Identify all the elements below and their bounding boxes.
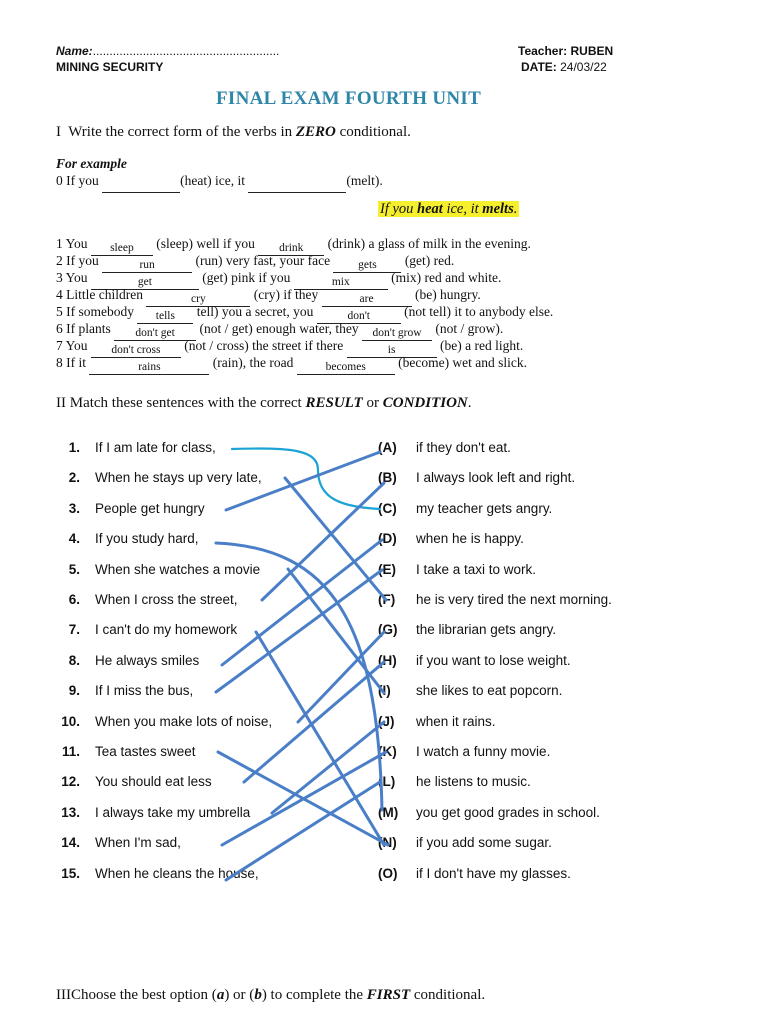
section-3-text: ) to complete the [261,987,364,1003]
example-blank [102,179,180,193]
answer-blank[interactable]: don't get [114,327,196,341]
match-letter: (I) [378,683,391,699]
match-line [222,752,386,845]
match-letter: (H) [378,652,397,668]
answer-blank[interactable]: don't [317,310,401,324]
example-text: 0 If you [56,173,99,188]
match-letter: (B) [378,470,397,486]
match-left-item: When she watches a movie [95,561,261,577]
match-right-item: the librarian gets angry. [416,622,557,638]
section-1-instruction [56,124,411,141]
match-number: 8. [68,652,80,668]
example-answer [378,200,519,218]
fill-in-text: 5 If somebody [56,304,134,319]
fill-in-text: (get) pink if you [202,270,291,285]
date-field [521,60,607,74]
option-b-label: b [254,987,262,1003]
match-number: 5. [68,561,80,577]
match-right-item: he is very tired the next morning. [416,592,612,607]
teacher-field [518,44,613,58]
subject-label: MINING SECURITY [56,60,164,74]
match-letter: (K) [378,744,397,759]
match-left-item: I can't do my homework [95,622,238,638]
name-field [56,44,279,58]
match-line [298,632,384,722]
section-2-em-result: RESULT [305,395,363,411]
answer-blank[interactable]: is [347,344,437,358]
match-letter: (M) [378,804,399,820]
match-line [272,722,384,813]
fill-in-text: 4 Little children [56,287,143,302]
match-letter: (O) [378,865,398,881]
section-2-text: II Match these sentences with the correct [56,395,302,411]
match-line [216,570,382,692]
match-left-item: When I'm sad, [95,835,181,851]
fill-in-text: (drink) a glass of milk in the evening. [327,236,531,251]
match-left-item: If you study hard, [95,531,199,547]
match-left-item: People get hungry [95,500,205,516]
answer-blank[interactable]: sleep [91,242,153,256]
match-line [218,752,388,845]
match-right-item: I watch a funny movie. [416,744,551,759]
fill-in-item [56,355,527,375]
match-right-item: if you want to lose weight. [416,652,571,668]
section-1-text: Write the correct form of the verbs in [68,124,293,140]
fill-in-text: (mix) red and white. [391,270,502,285]
match-letter: (A) [378,440,397,455]
fill-in-text: (not / get) enough water, they [199,321,359,336]
answer-blank[interactable]: run [102,259,192,273]
example-sentence [56,173,383,193]
fill-in-text: (not / cross) the street if there [184,338,344,353]
fill-in-text: 3 You [56,270,88,285]
match-number: 11. [61,744,80,759]
section-1-text-end: conditional. [339,124,411,140]
match-number: 6. [68,592,80,607]
example-text: (heat) ice, it [180,173,245,188]
match-letter: (E) [378,561,396,577]
section-3-text-end: conditional. [413,987,486,1003]
match-right-item: if they don't eat. [416,440,511,455]
answer-blank[interactable]: don't cross [91,344,181,358]
name-label: Name: [56,44,93,58]
answer-blank[interactable]: gets [333,259,401,273]
fill-in-text: (be) hungry. [414,287,481,302]
section-2-instruction [56,395,472,412]
page-title: FINAL EXAM FOURTH UNIT [216,88,482,109]
match-right-item: when it rains. [416,713,496,729]
match-line [256,632,384,845]
fill-in-text: (not tell) it to anybody else. [404,304,554,319]
match-letter: (C) [378,500,397,516]
date-label: DATE: [521,60,557,74]
section-1-em: ZERO [295,124,336,140]
match-number: 12. [61,774,80,790]
match-left-item: When he cleans the house, [95,865,259,881]
fill-in-text: (not / grow). [435,321,504,336]
fill-in-text: (sleep) well if you [156,236,255,251]
answer-blank[interactable]: tells [137,310,193,324]
match-left-item: If I am late for class, [95,440,216,455]
answer-blank[interactable]: mix [294,276,388,290]
answer-blank[interactable]: don't grow [362,327,432,341]
match-left-item: If I miss the bus, [95,683,194,699]
match-right-item: he listens to music. [416,774,531,790]
match-left-item: He always smiles [95,652,200,668]
fill-in-text: 2 If you [56,253,99,268]
fill-in-text: 7 You [56,338,88,353]
answer-blank[interactable]: are [322,293,412,307]
match-left-item: When you make lots of noise, [95,713,273,729]
match-right-item: I take a taxi to work. [416,561,537,577]
match-letter: (J) [378,713,395,729]
match-right-item: I always look left and right. [416,470,576,486]
section-2-text: . [467,395,472,411]
match-number: 14. [61,835,80,851]
section-1-numeral: I [56,124,61,140]
fill-in-text: (run) very fast, your face [195,253,331,268]
fill-in-text: (rain), the road [212,355,294,370]
match-number: 4. [68,531,80,547]
answer-blank[interactable]: drink [258,242,324,256]
match-letter: (G) [378,622,398,638]
section-3-text: IIIChoose the best option ( [56,987,217,1003]
answer-blank[interactable]: cry [146,293,250,307]
match-number: 1. [68,440,80,455]
match-right-item: you get good grades in school. [416,804,600,820]
match-number: 13. [61,804,80,820]
answer-blank[interactable]: becomes [297,361,395,375]
match-number: 9. [68,683,80,699]
match-letter: (L) [378,774,396,790]
match-line [285,478,386,600]
match-left-item: When I cross the street, [95,592,238,607]
match-number: 7. [68,622,80,638]
match-line [216,543,382,810]
option-a-label: a [216,987,225,1003]
match-number: 15. [61,865,80,881]
match-line [288,569,384,693]
fill-in-text: (cry) if they [253,287,319,302]
teacher-name: RUBEN [570,44,614,58]
match-letter: (F) [378,592,396,607]
fill-in-text: 1 You [56,236,88,251]
name-dots: ........................................................ [92,44,280,58]
section-3-em-first: FIRST [366,987,411,1003]
fill-in-text: 6 If plants [56,321,111,336]
match-left-item: You should eat less [95,774,212,790]
fill-in-text: (become) wet and slick. [398,355,528,370]
example-blank [248,179,346,193]
fill-in-text: 8 If it [56,355,86,370]
match-line [262,483,384,600]
answer-blank[interactable]: get [91,276,199,290]
fill-in-text: (be) a red light. [439,338,524,353]
match-left-item: I always take my umbrella [95,804,251,820]
match-left-item: Tea tastes sweet [95,744,196,759]
section-3-text: ) or ( [224,987,255,1003]
section-3-instruction [56,987,485,1004]
fill-in-text: tell) you a secret, you [196,304,314,319]
match-number: 3. [68,500,80,516]
fill-in-text: (get) red. [404,253,455,268]
match-number: 2. [68,470,80,486]
match-left-item: When he stays up very late, [95,470,262,486]
match-right-item: my teacher gets angry. [416,500,553,516]
example-text: (melt). [346,173,383,188]
date-value: 24/03/22 [560,60,607,74]
match-right-item: if you add some sugar. [416,835,552,851]
match-right-item: if I don't have my glasses. [416,865,571,881]
teacher-label: Teacher: [518,44,568,58]
section-2-em-condition: CONDITION [382,395,468,411]
match-number: 10. [61,713,80,729]
match-line [222,540,382,665]
example-label: For example [56,156,127,171]
match-letter: (D) [378,531,397,547]
match-letter: (N) [378,835,397,851]
answer-blank[interactable]: rains [89,361,209,375]
example-answer-highlight: If you heat ice, it melts. [380,201,518,217]
match-right-item: when he is happy. [416,531,524,547]
section-2-text: or [366,395,379,411]
match-right-item: she likes to eat popcorn. [416,683,563,699]
